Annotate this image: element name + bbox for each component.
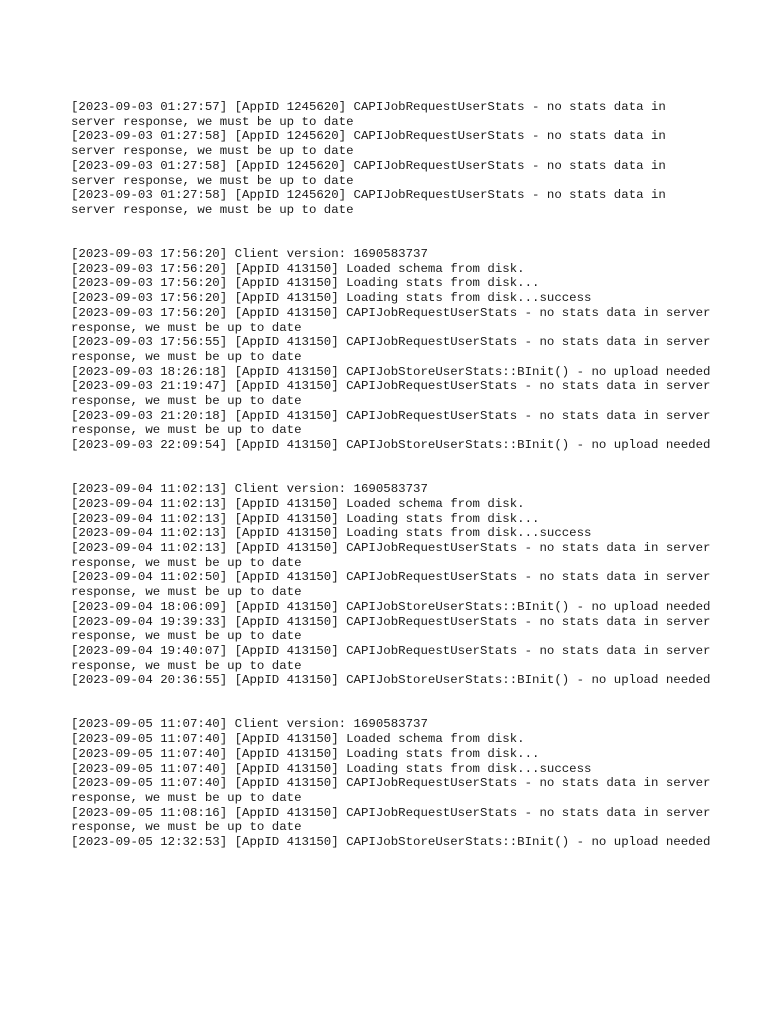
log-session-block [71, 717, 718, 850]
log-line: [2023-09-03 18:26:18] [AppID 413150] CAPIJobStoreUserStats::BInit() - no upload needed [71, 364, 711, 379]
log-line: [2023-09-04 11:02:13] [AppID 413150] Loading stats from disk...success [71, 526, 592, 541]
log-line: [2023-09-03 17:56:20] Client version: 1690583737 [71, 247, 428, 262]
log-line: [2023-09-03 17:56:20] [AppID 413150] CAPIJobRequestUserStats - no stats data in server response, we must be up to date [71, 305, 718, 335]
log-line: [2023-09-04 20:36:55] [AppID 413150] CAPIJobStoreUserStats::BInit() - no upload needed [71, 673, 711, 688]
log-line: [2023-09-04 11:02:13] [AppID 413150] Loading stats from disk... [71, 511, 540, 526]
log-line: [2023-09-03 17:56:20] [AppID 413150] Loading stats from disk...success [71, 291, 592, 306]
log-line: [2023-09-03 01:27:58] [AppID 1245620] CAPIJobRequestUserStats - no stats data in server response, we must be up to date [71, 158, 674, 188]
log-line: [2023-09-03 21:20:18] [AppID 413150] CAPIJobRequestUserStats - no stats data in server response, we must be up to date [71, 408, 718, 438]
log-line: [2023-09-03 17:56:55] [AppID 413150] CAPIJobRequestUserStats - no stats data in server response, we must be up to date [71, 335, 718, 364]
log-line: [2023-09-05 11:07:40] [AppID 413150] Loading stats from disk... [71, 746, 540, 761]
log-line: [2023-09-04 11:02:13] [AppID 413150] Loaded schema from disk. [71, 496, 525, 511]
log-line: [2023-09-05 11:07:40] [AppID 413150] Loaded schema from disk. [71, 732, 525, 747]
log-line: [2023-09-03 22:09:54] [AppID 413150] CAPIJobStoreUserStats::BInit() - no upload needed [71, 438, 711, 453]
log-session-block [71, 482, 718, 688]
log-line: [2023-09-03 01:27:58] [AppID 1245620] CAPIJobRequestUserStats - no stats data in server response, we must be up to date [71, 188, 674, 217]
log-line: [2023-09-03 17:56:20] [AppID 413150] Loading stats from disk... [71, 276, 540, 291]
log-line: [2023-09-04 11:02:13] [AppID 413150] CAPIJobRequestUserStats - no stats data in server response, we must be up to date [71, 541, 718, 570]
log-line: [2023-09-04 18:06:09] [AppID 413150] CAPIJobStoreUserStats::BInit() - no upload needed [71, 599, 711, 614]
log-line: [2023-09-05 11:07:40] [AppID 413150] CAPIJobRequestUserStats - no stats data in server response, we must be up to date [71, 776, 718, 805]
log-line: [2023-09-05 11:07:40] [AppID 413150] Loading stats from disk...success [71, 761, 592, 776]
log-page [71, 100, 718, 879]
log-line: [2023-09-03 17:56:20] [AppID 413150] Loaded schema from disk. [71, 261, 525, 276]
log-session-block [71, 100, 711, 218]
log-line: [2023-09-05 12:32:53] [AppID 413150] CAPIJobStoreUserStats::BInit() - no upload needed [71, 835, 711, 850]
log-line: [2023-09-05 11:08:16] [AppID 413150] CAPIJobRequestUserStats - no stats data in server response, we must be up to date [71, 805, 718, 835]
log-line: [2023-09-03 21:19:47] [AppID 413150] CAPIJobRequestUserStats - no stats data in server response, we must be up to date [71, 379, 718, 409]
log-line: [2023-09-04 11:02:50] [AppID 413150] CAPIJobRequestUserStats - no stats data in server response, we must be up to date [71, 570, 718, 600]
log-line: [2023-09-04 11:02:13] Client version: 1690583737 [71, 482, 428, 497]
log-line: [2023-09-05 11:07:40] Client version: 1690583737 [71, 717, 428, 732]
log-line: [2023-09-03 01:27:58] [AppID 1245620] CAPIJobRequestUserStats - no stats data in server response, we must be up to date [71, 129, 674, 159]
log-line: [2023-09-03 01:27:57] [AppID 1245620] CAPIJobRequestUserStats - no stats data in server response, we must be up to date [71, 100, 674, 129]
log-session-block [71, 247, 718, 453]
log-line: [2023-09-04 19:39:33] [AppID 413150] CAPIJobRequestUserStats - no stats data in server response, we must be up to date [71, 614, 718, 644]
log-line: [2023-09-04 19:40:07] [AppID 413150] CAPIJobRequestUserStats - no stats data in server response, we must be up to date [71, 643, 718, 673]
